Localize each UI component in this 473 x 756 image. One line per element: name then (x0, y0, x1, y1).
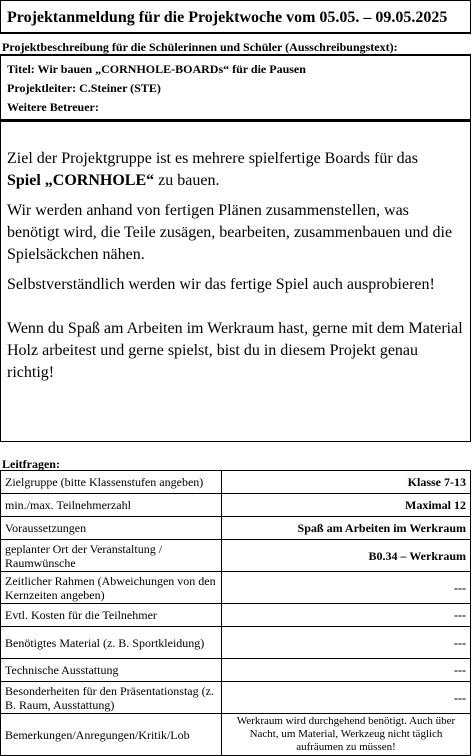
answer-cell: Maximal 12 (222, 494, 471, 517)
question-cell: Evtl. Kosten für die Teilnehmer (1, 604, 222, 627)
project-description (0, 120, 471, 442)
question-cell: Technische Ausstattung (1, 659, 222, 682)
table-row (1, 517, 471, 540)
answer-cell: --- (222, 604, 471, 627)
project-title: Titel: Wir bauen „CORNHOLE-BOARDs“ für die Pausen (7, 62, 306, 76)
project-leader: Projektleiter: C.Steiner (STE) (7, 81, 161, 95)
question-cell: geplanter Ort der Veranstaltung / Raumwünsche (1, 540, 222, 572)
table-row (1, 627, 471, 659)
answer-cell: --- (222, 682, 471, 714)
description-paragraph-3: Selbstverständlich werden wir das fertige Spiel auch ausprobieren! (7, 276, 435, 293)
project-helpers: Weitere Betreuer: (7, 100, 99, 114)
table-row (1, 494, 471, 517)
answer-cell: Werkraum wird durchgehend benötigt. Auch über Nacht, um Material, Werkzeug nicht täglich aufräumen zu müssen! (222, 714, 471, 756)
page-title: Projektanmeldung für die Projektwoche vom 05.05. – 09.05.2025 (0, 0, 471, 34)
answer-cell: --- (222, 572, 471, 604)
description-paragraph-1 (7, 148, 464, 192)
question-cell: min./max. Teilnehmerzahl (1, 494, 222, 517)
answer-cell: B0.34 – Werkraum (222, 540, 471, 572)
question-cell: Bemerkungen/Anregungen/Kritik/Lob (1, 714, 222, 756)
table-row (1, 471, 471, 494)
question-cell: Besonderheiten für den Präsentationstag (z. B. Raum, Ausstattung) (1, 682, 222, 714)
answer-cell: --- (222, 659, 471, 682)
section-label: Projektbeschreibung für die Schülerinnen und Schüler (Ausschreibungstext): (2, 40, 398, 54)
description-line-1: Ziel der Projektgruppe ist es mehrere spielfertige Boards für das (7, 150, 418, 167)
description-paragraph-4: Wenn du Spaß am Arbeiten im Werkraum hast, gerne mit dem Material Holz arbeitest und gerne spielst, bist du in diesem Projekt genau richtig! (7, 320, 463, 381)
game-name: Spiel „CORNHOLE“ (7, 172, 155, 189)
answer-cell: Spaß am Arbeiten im Werkraum (222, 517, 471, 540)
table-row (1, 714, 471, 756)
table-row (1, 540, 471, 572)
table-row (1, 659, 471, 682)
answer-cell: --- (222, 627, 471, 659)
description-line-2: zu bauen. (154, 172, 220, 189)
table-row (1, 682, 471, 714)
table-row (1, 572, 471, 604)
question-cell: Zeitlicher Rahmen (Abweichungen von den Kernzeiten angeben) (1, 572, 222, 604)
question-cell: Zielgruppe (bitte Klassenstufen angeben) (1, 471, 222, 494)
leitfragen-label: Leitfragen: (2, 457, 60, 471)
answer-cell: Klasse 7-13 (222, 471, 471, 494)
project-info-box (0, 54, 471, 120)
description-paragraph-2: Wir werden anhand von fertigen Plänen zusammenstellen, was benötigt wird, die Teile zusägen, bearbeiten, zusammenbauen und die Spielsäckchen nähen. (7, 202, 453, 263)
question-cell: Voraussetzungen (1, 517, 222, 540)
question-cell: Benötigtes Material (z. B. Sportkleidung) (1, 627, 222, 659)
table-row (1, 604, 471, 627)
leitfragen-table (0, 470, 471, 756)
